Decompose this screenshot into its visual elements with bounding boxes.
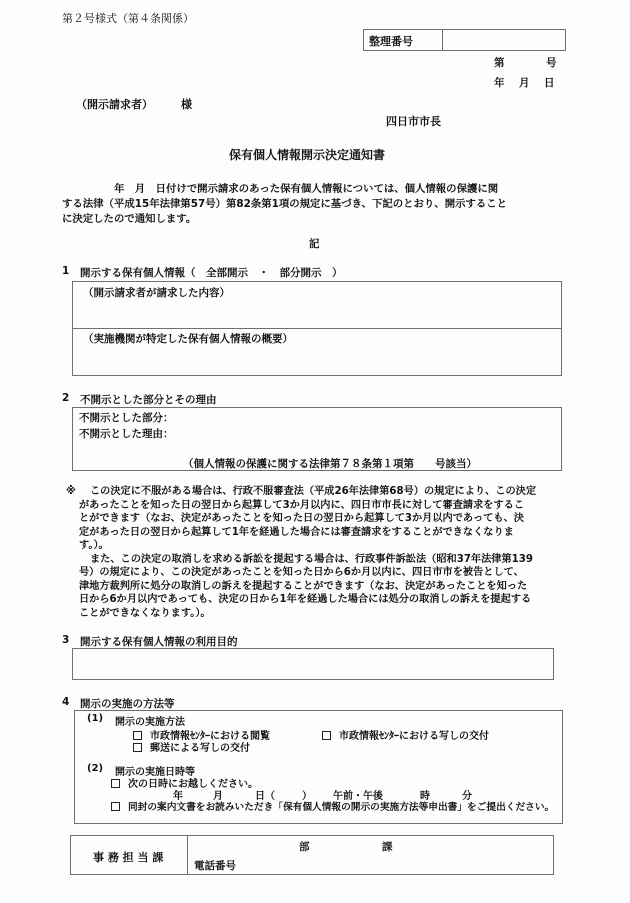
requested-content-field[interactable]	[73, 282, 561, 328]
reference-number-field[interactable]	[448, 33, 562, 47]
identified-info-field[interactable]	[73, 329, 561, 375]
section2-box[interactable]	[72, 407, 562, 471]
reference-number-box	[363, 29, 566, 51]
option-mail-copy[interactable]	[133, 739, 250, 754]
option-inspection-label: 市政情報ｾﾝﾀｰにおける閲覧	[150, 731, 270, 742]
contact-label: 事 務 担 当 課	[93, 851, 164, 864]
contact-table	[70, 835, 554, 875]
notice-p1-line1: この決定に不服がある場合は、行政不服審査法（平成26年法律第68号）の規定により、この決定	[90, 486, 537, 497]
visit-hour: 時	[420, 791, 430, 802]
section2-heading: 不開示とした部分とその理由	[80, 394, 217, 406]
section1-box	[72, 281, 562, 376]
option-copy-center-label: 市政情報ｾﾝﾀｰにおける写しの交付	[339, 731, 489, 742]
notice-mark: ※	[66, 486, 76, 497]
option-application-label: 同封の案内文書をお読みいただき「保有個人情報の開示の実施方法等申出書」をご提出ください。	[128, 802, 555, 813]
checkbox-icon[interactable]	[111, 802, 120, 811]
reference-number-label: 整理番号	[369, 35, 413, 48]
visit-ampm: 午前・午後	[333, 791, 383, 802]
notice-p1-line2: があったことを知った日の翌日から起算して3か月以内に、四日市市長に対して審査請求をするこ	[79, 499, 525, 511]
option-visit-label: 次の日時にお越しください。	[128, 779, 258, 790]
issuer: 四日市市長	[386, 115, 441, 128]
method-number: (1)	[87, 713, 104, 724]
notice-p2-line1: また、この決定の取消しを求める訴訟を提起する場合は、行政事件訴訟法（昭和37年法律第139	[90, 553, 533, 565]
form-number: 第２号様式（第４条関係）	[62, 12, 194, 25]
notice-p2-line2: 号）の規定により、この決定があったことを知った日から6か月以内に、四日市市を被告として、	[79, 567, 524, 578]
date-year: 年	[494, 77, 505, 89]
notice-p2-line5: ことができなくなります。）。	[79, 607, 211, 619]
intro-line-1: 年 月 日付けで開示請求のあった保有個人情報については、個人情報の保護に関	[114, 183, 499, 195]
section1-heading: 開示する保有個人情報（ 全部開示 ・ 部分開示 ）	[80, 267, 343, 279]
date-month: 月	[519, 77, 530, 89]
checkbox-icon[interactable]	[133, 743, 142, 752]
contact-phone-label: 電話番号	[194, 860, 236, 872]
intro-line-3: に決定したので通知します。	[62, 213, 197, 225]
notice-p1-line5: す。）。	[79, 540, 109, 551]
undisclosed-part-label: 不開示とした部分：	[79, 412, 174, 424]
visit-minute: 分	[462, 791, 472, 802]
notice-p2-line4: 日から6か月以内であっても、決定の日から1年を経過した場合には処分の取消しの訴えを提起する	[79, 594, 532, 605]
section3-heading: 開示する保有個人情報の利用目的	[80, 636, 238, 648]
appeal-notice	[66, 485, 578, 620]
visit-weekday-close: ）	[302, 791, 312, 802]
section4-heading: 開示の実施の方法等	[80, 698, 175, 710]
notice-p1-line4: 定があった日の翌日から起算して1年を経過した場合には審査請求をすることができなくなりま	[79, 526, 514, 538]
section2-number: 2	[62, 392, 70, 404]
section3-number: 3	[62, 634, 70, 646]
method-heading: 開示の実施方法	[115, 717, 185, 728]
ki-mark: 記	[309, 238, 320, 250]
option-visit[interactable]	[111, 775, 258, 790]
schedule-number: (2)	[87, 763, 104, 774]
notice-p2-line3: 津地方裁判所に処分の取消しの訴えを提起することができます（なお、決定があったことを知った	[79, 580, 528, 592]
usage-purpose-field[interactable]	[72, 648, 554, 680]
option-application[interactable]	[111, 799, 554, 813]
visit-month: 月	[213, 791, 223, 802]
checkbox-icon[interactable]	[322, 731, 331, 740]
section4-box	[74, 710, 563, 824]
intro-paragraph	[62, 182, 572, 227]
reference-divider	[442, 30, 443, 50]
contact-section: 課	[382, 841, 393, 853]
schedule-heading: 開示の実施日時等	[115, 767, 195, 778]
number-prefix: 第	[494, 57, 505, 69]
checkbox-icon[interactable]	[111, 779, 120, 788]
contact-department: 部	[299, 841, 310, 853]
recipient-honorific: 様	[181, 98, 192, 111]
number-suffix: 号	[546, 57, 557, 69]
contact-divider	[187, 836, 188, 874]
visit-day: 日（	[255, 791, 275, 802]
section1-number: 1	[62, 265, 70, 277]
option-copy-center[interactable]	[322, 727, 489, 742]
intro-line-2: する法律（平成15年法律第57号）第82条第1項の規定に基づき、下記のとおり、開示すること	[62, 198, 508, 210]
section4-number: 4	[62, 696, 70, 708]
date-day: 日	[544, 77, 555, 89]
identified-info-label: （実施機関が特定した保有個人情報の概要）	[83, 333, 293, 345]
option-mail-copy-label: 郵送による写しの交付	[150, 743, 250, 754]
undisclosed-reason-label: 不開示とした理由：	[79, 428, 174, 440]
legal-reference: （個人情報の保護に関する法律第７８条第１項第 号該当）	[183, 458, 477, 470]
recipient-label: （開示請求者）	[76, 98, 153, 111]
document-title: 保有個人情報開示決定通知書	[229, 148, 386, 162]
notice-p1-line3: とができます（なお、決定があったことを知った日の翌日から起算して3か月以内であっても、決	[79, 513, 524, 524]
requested-content-label: （開示請求者が請求した内容）	[83, 287, 230, 299]
visit-year: 年	[173, 791, 183, 802]
